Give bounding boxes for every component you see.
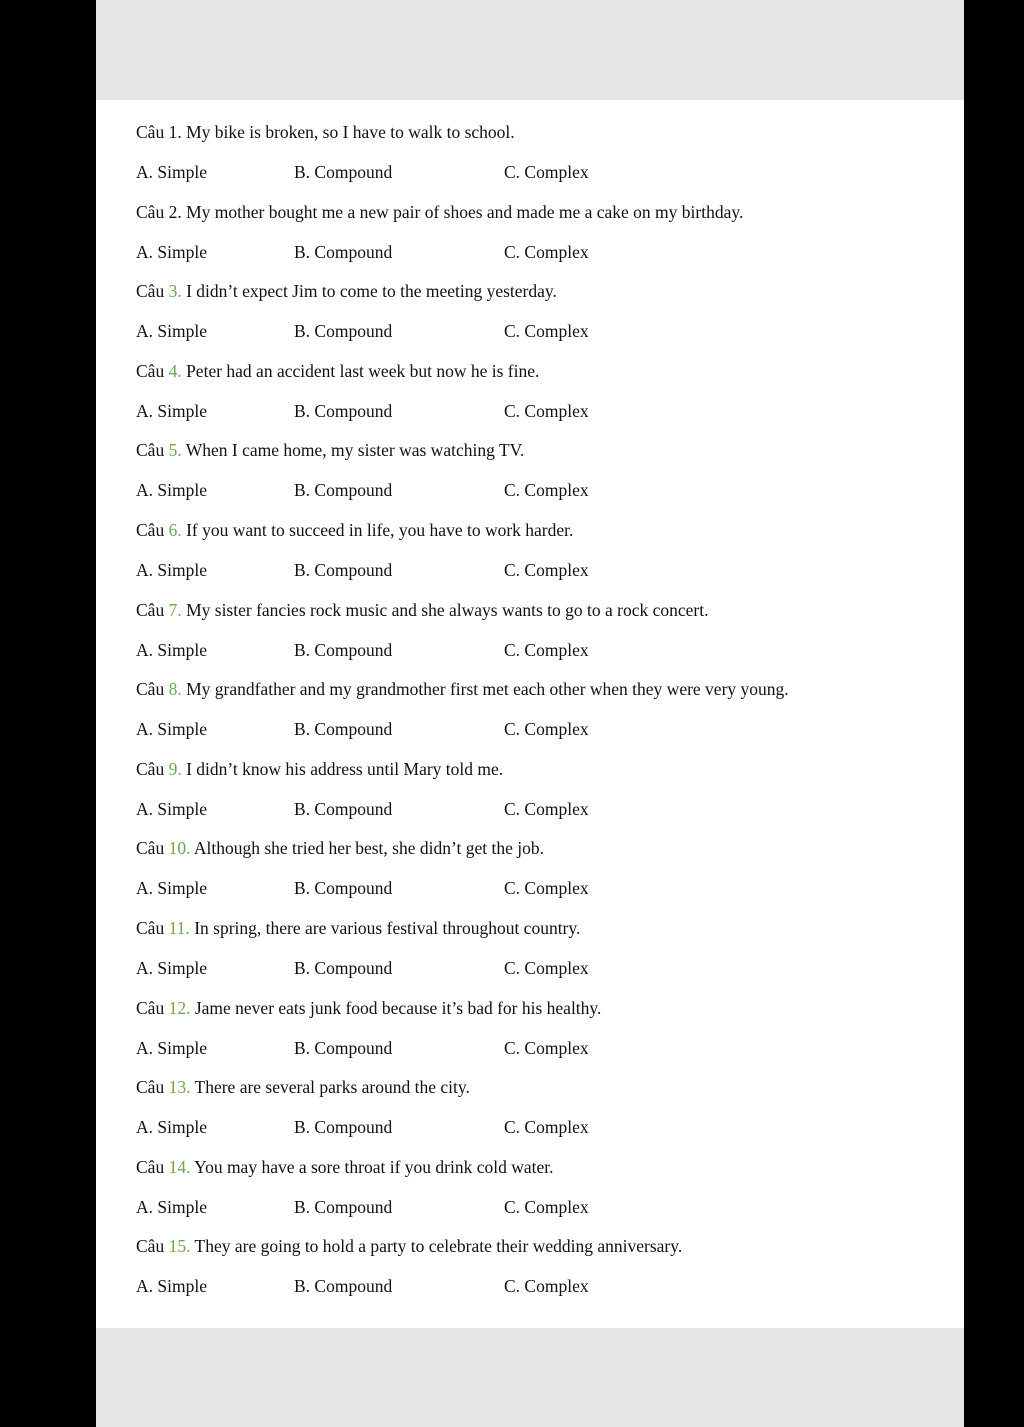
option-b[interactable]: B. Compound bbox=[294, 1117, 393, 1137]
question-number: 3. bbox=[168, 281, 182, 301]
option-b[interactable]: B. Compound bbox=[294, 1197, 393, 1217]
question-text bbox=[136, 120, 515, 144]
question-text bbox=[136, 996, 601, 1020]
answer-options bbox=[136, 558, 936, 582]
question-prefix: Câu bbox=[136, 122, 169, 142]
option-b[interactable]: B. Compound bbox=[294, 401, 393, 421]
option-c[interactable]: C. Complex bbox=[504, 401, 589, 421]
option-b[interactable]: B. Compound bbox=[294, 799, 393, 819]
option-a[interactable]: A. Simple bbox=[136, 162, 207, 182]
question-prefix: Câu bbox=[136, 202, 169, 222]
question-number: 6. bbox=[168, 520, 182, 540]
option-a[interactable]: A. Simple bbox=[136, 640, 207, 660]
answer-options bbox=[136, 319, 936, 343]
question-prefix: Câu bbox=[136, 520, 169, 540]
answer-options bbox=[136, 876, 936, 900]
option-b[interactable]: B. Compound bbox=[294, 719, 393, 739]
question-sentence: In spring, there are various festival throughout country. bbox=[189, 918, 581, 938]
option-b[interactable]: B. Compound bbox=[294, 878, 393, 898]
question-sentence: My sister fancies rock music and she always wants to go to a rock concert. bbox=[181, 600, 709, 620]
question-text bbox=[136, 836, 544, 860]
option-c[interactable]: C. Complex bbox=[504, 640, 589, 660]
option-c[interactable]: C. Complex bbox=[504, 480, 589, 500]
answer-options bbox=[136, 1036, 936, 1060]
question-text bbox=[136, 1075, 470, 1099]
option-b[interactable]: B. Compound bbox=[294, 560, 393, 580]
question-text bbox=[136, 916, 580, 940]
answer-options bbox=[136, 240, 936, 264]
question-prefix: Câu bbox=[136, 759, 169, 779]
option-c[interactable]: C. Complex bbox=[504, 878, 589, 898]
question-prefix: Câu bbox=[136, 998, 169, 1018]
option-c[interactable]: C. Complex bbox=[504, 958, 589, 978]
question-sentence: Although she tried her best, she didn’t get the job. bbox=[190, 838, 544, 858]
answer-options bbox=[136, 399, 936, 423]
question-sentence: Peter had an accident last week but now he is fine. bbox=[181, 361, 540, 381]
question-prefix: Câu bbox=[136, 838, 169, 858]
question-sentence: There are several parks around the city. bbox=[190, 1077, 470, 1097]
answer-options bbox=[136, 638, 936, 662]
question-sentence: If you want to succeed in life, you have to work harder. bbox=[181, 520, 574, 540]
option-a[interactable]: A. Simple bbox=[136, 799, 207, 819]
option-b[interactable]: B. Compound bbox=[294, 242, 393, 262]
question-prefix: Câu bbox=[136, 281, 169, 301]
option-a[interactable]: A. Simple bbox=[136, 1276, 207, 1296]
option-c[interactable]: C. Complex bbox=[504, 799, 589, 819]
question-prefix: Câu bbox=[136, 679, 169, 699]
option-a[interactable]: A. Simple bbox=[136, 1117, 207, 1137]
question-number: 4. bbox=[168, 361, 182, 381]
answer-options bbox=[136, 717, 936, 741]
question-sentence: My bike is broken, so I have to walk to school. bbox=[181, 122, 515, 142]
question-number: 1. bbox=[168, 122, 182, 142]
question-text bbox=[136, 279, 557, 303]
question-sentence: When I came home, my sister was watching TV. bbox=[181, 440, 525, 460]
option-b[interactable]: B. Compound bbox=[294, 162, 393, 182]
question-sentence: Jame never eats junk food because it’s bad for his healthy. bbox=[190, 998, 602, 1018]
option-a[interactable]: A. Simple bbox=[136, 480, 207, 500]
question-text bbox=[136, 1155, 554, 1179]
option-a[interactable]: A. Simple bbox=[136, 1197, 207, 1217]
option-a[interactable]: A. Simple bbox=[136, 1038, 207, 1058]
answer-options bbox=[136, 797, 936, 821]
option-c[interactable]: C. Complex bbox=[504, 1197, 589, 1217]
question-number: 13. bbox=[168, 1077, 191, 1097]
question-sentence: They are going to hold a party to celebrate their wedding anniversary. bbox=[190, 1236, 683, 1256]
question-number: 12. bbox=[168, 998, 191, 1018]
option-b[interactable]: B. Compound bbox=[294, 1038, 393, 1058]
question-sentence: I didn’t know his address until Mary told me. bbox=[181, 759, 504, 779]
question-number: 2. bbox=[168, 202, 182, 222]
question-sentence: My grandfather and my grandmother first met each other when they were very young. bbox=[181, 679, 789, 699]
option-b[interactable]: B. Compound bbox=[294, 1276, 393, 1296]
option-a[interactable]: A. Simple bbox=[136, 958, 207, 978]
question-prefix: Câu bbox=[136, 1157, 169, 1177]
question-sentence: I didn’t expect Jim to come to the meeting yesterday. bbox=[181, 281, 557, 301]
answer-options bbox=[136, 1274, 936, 1298]
question-number: 8. bbox=[168, 679, 182, 699]
question-text bbox=[136, 598, 709, 622]
option-a[interactable]: A. Simple bbox=[136, 321, 207, 341]
answer-options bbox=[136, 160, 936, 184]
option-b[interactable]: B. Compound bbox=[294, 640, 393, 660]
option-c[interactable]: C. Complex bbox=[504, 321, 589, 341]
option-b[interactable]: B. Compound bbox=[294, 321, 393, 341]
answer-options bbox=[136, 1195, 936, 1219]
question-sentence: You may have a sore throat if you drink cold water. bbox=[190, 1157, 554, 1177]
question-prefix: Câu bbox=[136, 918, 169, 938]
question-number: 11. bbox=[168, 918, 190, 938]
question-number: 9. bbox=[168, 759, 182, 779]
option-c[interactable]: C. Complex bbox=[504, 242, 589, 262]
question-number: 14. bbox=[168, 1157, 191, 1177]
question-number: 15. bbox=[168, 1236, 191, 1256]
option-a[interactable]: A. Simple bbox=[136, 401, 207, 421]
option-c[interactable]: C. Complex bbox=[504, 162, 589, 182]
question-number: 5. bbox=[168, 440, 182, 460]
answer-options bbox=[136, 478, 936, 502]
question-number: 10. bbox=[168, 838, 191, 858]
option-c[interactable]: C. Complex bbox=[504, 719, 589, 739]
option-b[interactable]: B. Compound bbox=[294, 958, 393, 978]
question-text bbox=[136, 200, 743, 224]
question-text bbox=[136, 518, 573, 542]
question-prefix: Câu bbox=[136, 1236, 169, 1256]
option-a[interactable]: A. Simple bbox=[136, 560, 207, 580]
question-text bbox=[136, 438, 524, 462]
question-sentence: My mother bought me a new pair of shoes and made me a cake on my birthday. bbox=[181, 202, 744, 222]
question-text bbox=[136, 1234, 682, 1258]
question-number: 7. bbox=[168, 600, 182, 620]
question-prefix: Câu bbox=[136, 361, 169, 381]
question-text bbox=[136, 757, 503, 781]
question-text bbox=[136, 359, 539, 383]
option-b[interactable]: B. Compound bbox=[294, 480, 393, 500]
option-a[interactable]: A. Simple bbox=[136, 719, 207, 739]
option-c[interactable]: C. Complex bbox=[504, 560, 589, 580]
question-prefix: Câu bbox=[136, 440, 169, 460]
option-c[interactable]: C. Complex bbox=[504, 1117, 589, 1137]
question-prefix: Câu bbox=[136, 600, 169, 620]
option-a[interactable]: A. Simple bbox=[136, 878, 207, 898]
option-c[interactable]: C. Complex bbox=[504, 1038, 589, 1058]
option-a[interactable]: A. Simple bbox=[136, 242, 207, 262]
document-page bbox=[96, 100, 964, 1328]
question-text bbox=[136, 677, 789, 701]
answer-options bbox=[136, 956, 936, 980]
answer-options bbox=[136, 1115, 936, 1139]
option-c[interactable]: C. Complex bbox=[504, 1276, 589, 1296]
question-prefix: Câu bbox=[136, 1077, 169, 1097]
